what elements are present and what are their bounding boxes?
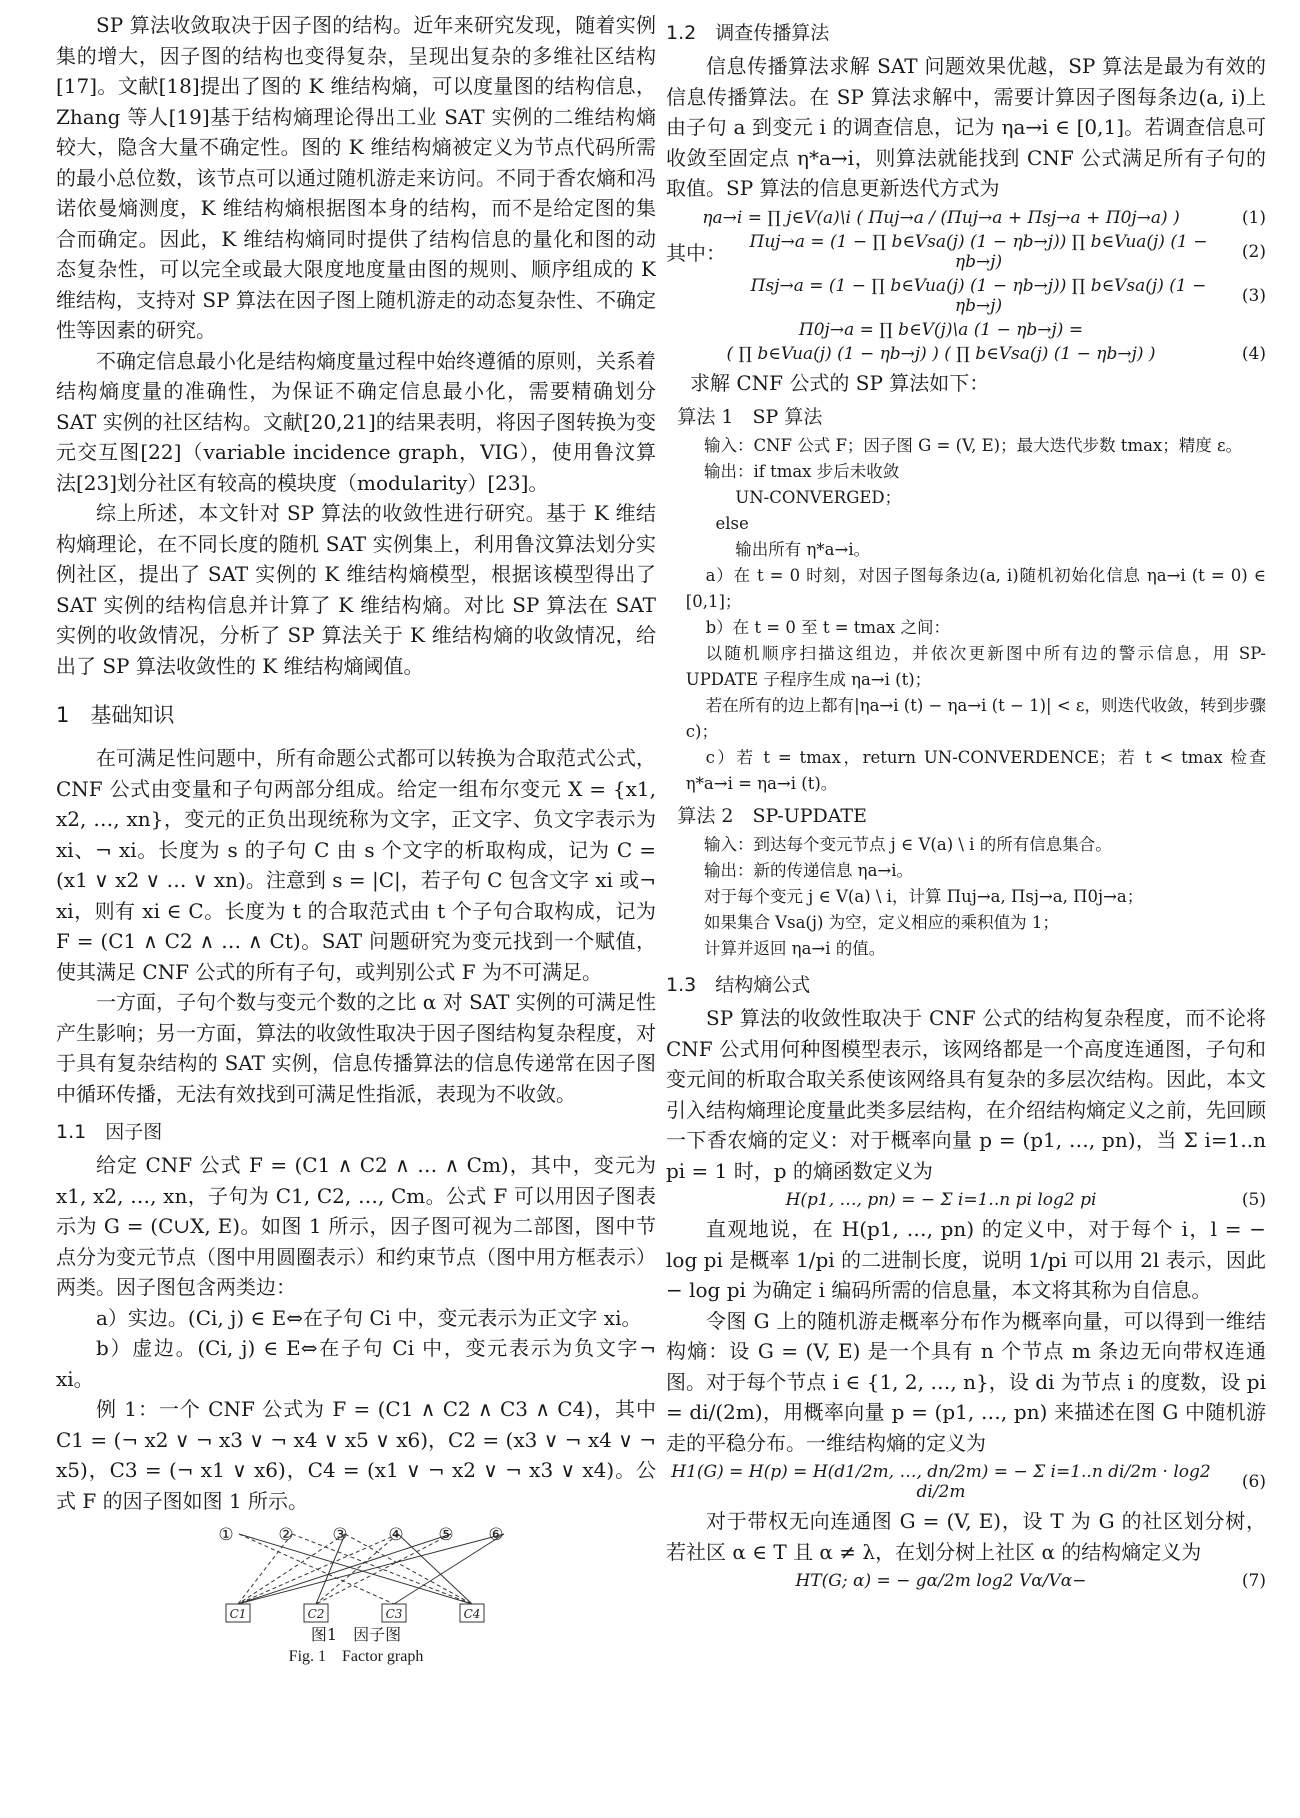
equation-body: H(p1, …, pn) = − Σ i=1..n pi log2 pi	[785, 1190, 1097, 1210]
equation-4a	[666, 320, 1266, 340]
equation-4	[666, 344, 1266, 364]
paragraph: 不确定信息最小化是结构熵度量过程中始终遵循的原则，关系着结构熵度量的准确性，为保证不确定信息最小化，需要精确划分 SAT 实例的社区结构。文献[20,21]的结果表明，将因子图转换为变元交互图[22]（variable incidence graph，VIG），使用鲁汶算法[23]划分社区有较高的模块度（modularity）[23]。	[56, 348, 656, 495]
paragraph: 信息传播算法求解 SAT 问题效果优越，SP 算法是最为有效的信息传播算法。在 SP 算法求解中，需要计算因子图每条边(a, i)上由子句 a 到变元 i 的调查信息，记为 ηa→i ∈ [0,1]。若调查信息可收敛至固定点 η*a→i，则算法就能找到 CNF 公式满足所有子句的取值。SP 算法的信息更新迭代方式为	[666, 54, 1266, 200]
algo-line: a）在 t = 0 时刻，对因子图每条边(a, i)随机初始化信息 ηa→i (t = 0) ∈ [0,1]；	[685, 566, 1266, 611]
equation-lead: 其中：	[666, 241, 726, 265]
algorithm-2	[666, 832, 1266, 962]
clause-node-c1: C1	[229, 1607, 247, 1621]
paragraph: 给定 CNF 公式 F = (C1 ∧ C2 ∧ … ∧ Cm)，其中，变元为 x1, x2, …, xn，子句为 C1, C2, …, Cm。公式 F 可以用因子图表示为 G = (C∪X, E)。如图 1 所示，因子图可视为二部图，图中节点分为变元节点（图中用圆圈表示）和约束节点（图中用方框表示）两类。因子图包含两类边：	[56, 1153, 656, 1299]
right-column	[666, 10, 1266, 1810]
paragraph: a）实边。(Ci, j) ∈ E⇔在子句 Ci 中，变元表示为正文字 xi。	[96, 1305, 642, 1330]
figure-caption-en: Fig. 1 Factor graph	[288, 1648, 424, 1665]
factor-graph-figure	[166, 1524, 546, 1668]
var-node-6: ⑥	[488, 1525, 504, 1545]
paragraph: 直观地说，在 H(p1, …, pn) 的定义中，对于每个 i，l = − log pi 是概率 1/pi 的二进制长度，说明 1/pi 可以用 2l 表示，因此 − log pi 为确定 i 编码所需的信息量，本文将其称为自信息。	[666, 1217, 1266, 1302]
var-node-5: ⑤	[438, 1525, 454, 1545]
equation-number: (2)	[1241, 241, 1266, 262]
var-node-2: ②	[278, 1525, 294, 1545]
algo-line: c）若 t = tmax，return UN-CONVERDENCE；若 t < tmax 检查 η*a→i = ηa→i (t)。	[685, 748, 1266, 793]
paragraph: 一方面，子句个数与变元个数的之比 α 对 SAT 实例的可满足性产生影响；另一方面，算法的收敛性取决于因子图结构复杂程度，对于具有复杂结构的 SAT 实例，信息传播算法的信息传递常在因子图中循环传播，无法有效找到可满足性指派，表现为不收敛。	[56, 990, 656, 1106]
clause-node-c4: C4	[463, 1607, 481, 1621]
paragraph: SP 算法的收敛性取决于 CNF 公式的结构复杂程度，而不论将 CNF 公式用何种图模型表示，该网络都是一个高度连通图，子句和变元间的析取合取关系使该网络具有复杂的多层次结构。因此，本文引入结构熵理论度量此类多层结构，在介绍结构熵定义之前，先回顾一下香农熵的定义：对于概率向量 p = (p1, …, pn)，当 Σ i=1..n pi = 1 时，p 的熵函数定义为	[666, 1006, 1266, 1183]
algo-line: 输出：if tmax 步后未收敛	[703, 462, 900, 481]
section-heading: 1 基础知识	[56, 703, 175, 727]
equation-number: (7)	[1241, 1571, 1266, 1591]
equation-body: Πsj→a = (1 − ∏ b∈Vua(j) (1 − ηb→j)) ∏ b∈Vsa(j) (1 − ηb→j)	[750, 275, 1207, 316]
algo-line: 如果集合 Vsa(j) 为空，定义相应的乘积值为 1；	[703, 913, 1059, 932]
equation-number: (5)	[1241, 1190, 1266, 1210]
algo-line: b）在 t = 0 至 t = tmax 之间：	[705, 618, 950, 637]
equation-2	[666, 232, 1266, 272]
factor-graph	[206, 1524, 506, 1624]
algo-line: else	[715, 514, 749, 533]
subsection-heading: 1.1 因子图	[56, 1121, 163, 1143]
clause-node-c2: C2	[307, 1607, 325, 1621]
left-column	[56, 10, 656, 1810]
algo-line: 输入：CNF 公式 F；因子图 G = (V, E)；最大迭代步数 tmax；精度 ε。	[703, 436, 1243, 455]
equation-1	[666, 208, 1266, 228]
equation-5	[666, 1190, 1266, 1210]
equation-number: (1)	[1241, 207, 1266, 228]
var-node-1: ①	[218, 1525, 234, 1545]
algo-line: 以随机顺序扫描这组边，并依次更新图中所有边的警示信息，用 SP-UPDATE 子程序生成 ηa→i (t)；	[685, 644, 1266, 689]
equation-body: Π0j→a = ∏ b∈V(j)\a (1 − ηb→j) =	[798, 319, 1084, 340]
equation-body: H1(G) = H(p) = H(d1/2m, …, dn/2m) = − Σ i=1..n di/2m · log2 di/2m	[671, 1462, 1211, 1502]
paragraph: 在可满足性问题中，所有命题公式都可以转换为合取范式公式，CNF 公式由变量和子句两部分组成。给定一组布尔变元 X = {x1, x2, …, xn}，变元的正负出现统称为文字，正文字、负文字表示为 xi、¬ xi。长度为 s 的子句 C 由 s 个文字的析取构成，记为 C = (x1 ∨ x2 ∨ … ∨ xn)。注意到 s = |C|，若子句 C 包含文字 xi 或¬ xi，则有 xi ∈ C。长度为 t 的合取范式由 t 个子句合取构成，记为 F = (C1 ∧ C2 ∧ … ∧ Ct)。SAT 问题研究为变元找到一个赋值，使其满足 CNF 公式的所有子句，或判别公式 F 为不可满足。	[56, 746, 656, 984]
paragraph: 令图 G 上的随机游走概率分布作为概率向量，可以得到一维结构熵：设 G = (V, E) 是一个具有 n 个节点 m 条边无向带权连通图。对于每个节点 i ∈ {1, 2, …, n}，设 di 为节点 i 的度数，设 pi = di/(2m)，用概率向量 p = (p1, …, pn) 来描述在图 G 中随机游走的平稳分布。一维结构熵的定义为	[666, 1308, 1266, 1455]
equation-7	[666, 1571, 1266, 1591]
algo-line: 计算并返回 ηa→i 的值。	[703, 939, 886, 958]
equation-body: ηa→i = ∏ j∈V(a)\i ( Πuj→a / (Πuj→a + Πsj→a + Π0j→a) )	[702, 207, 1180, 228]
algorithm-title: 算法 2 SP-UPDATE	[677, 805, 867, 827]
equation-number: (3)	[1241, 285, 1266, 306]
equation-3	[666, 276, 1266, 316]
equation-number: (4)	[1241, 343, 1266, 364]
var-node-3: ③	[332, 1525, 348, 1545]
algo-line: 对于每个变元 j ∈ V(a) \ i，计算 Πuj→a, Πsj→a, Π0j→a；	[703, 887, 1144, 906]
algorithm-1	[666, 433, 1266, 797]
subsection-heading: 1.3 结构熵公式	[666, 974, 811, 996]
equation-6	[666, 1462, 1266, 1502]
figure-caption: 图1 因子图	[310, 1625, 402, 1644]
algo-line: UN-CONVERGED；	[735, 488, 902, 507]
algo-line: 输入：到达每个变元节点 j ∈ V(a) \ i 的所有信息集合。	[703, 835, 1112, 854]
algo-line: 输出所有 η*a→i。	[735, 540, 871, 559]
paragraph: b）虚边。(Ci, j) ∈ E⇔在子句 Ci 中，变元表示为负文字¬ xi。	[56, 1336, 656, 1391]
equation-number: (6)	[1241, 1472, 1266, 1492]
paragraph: SP 算法收敛取决于因子图的结构。近年来研究发现，随着实例集的增大，因子图的结构也变得复杂，呈现出复杂的多维社区结构[17]。文献[18]提出了图的 K 维结构熵，可以度量图的结构信息，Zhang 等人[19]基于结构熵理论得出工业 SAT 实例的二维结构熵较大，隐含大量不确定性。图的 K 维结构熵被定义为节点代码所需的最小总位数，该节点可以通过随机游走来访问。不同于香农熵和冯诺依曼熵测度，K 维结构熵根据图本身的结构，而不是给定图的集合而确定。因此，K 维结构熵同时提供了结构信息的量化和图的动态复杂性，可以完全或最大限度地度量由图的规则、顺序组成的 K 维结构，支持对 SP 算法在因子图上随机游走的动态复杂性、不确定性等因素的研究。	[56, 13, 656, 342]
equation-body: ( ∏ b∈Vua(j) (1 − ηb→j) ) ( ∏ b∈Vsa(j) (1 − ηb→j) )	[726, 343, 1156, 364]
paragraph: 对于带权无向连通图 G = (V, E)，设 T 为 G 的社区划分树，若社区 α ∈ T 且 α ≠ λ，在划分树上社区 α 的结构熵定义为	[666, 1509, 1266, 1564]
equation-body: HT(G; α) = − gα/2m log2 Vα/Vα−	[795, 1571, 1087, 1591]
algo-line: 若在所有的边上都有|ηa→i (t) − ηa→i (t − 1)| < ε，则迭代收敛，转到步骤 c)；	[685, 696, 1266, 741]
subsection-heading: 1.2 调查传播算法	[666, 22, 830, 44]
algo-line: 输出：新的传递信息 ηa→i。	[703, 861, 914, 880]
equation-body: Πuj→a = (1 − ∏ b∈Vsa(j) (1 − ηb→j)) ∏ b∈Vua(j) (1 − ηb→j)	[749, 231, 1208, 272]
paragraph: 求解 CNF 公式的 SP 算法如下：	[690, 370, 990, 395]
paragraph: 综上所述，本文针对 SP 算法的收敛性进行研究。基于 K 维结构熵理论，在不同长度的随机 SAT 实例集上，利用鲁汶算法划分实例社区，提出了 SAT 实例的 K 维结构熵模型，根据该模型得出了 SAT 实例的结构信息并计算了 K 维结构熵。对比 SP 算法在 SAT 实例的收敛情况，分析了 SP 算法关于 K 维结构熵的收敛情况，给出了 SP 算法收敛性的 K 维结构熵阈值。	[56, 501, 656, 678]
clause-node-c3: C3	[385, 1607, 403, 1621]
var-node-4: ④	[388, 1525, 404, 1545]
paragraph: 例 1：一个 CNF 公式为 F = (C1 ∧ C2 ∧ C3 ∧ C4)，其中 C1 = (¬ x2 ∨ ¬ x3 ∨ ¬ x4 ∨ x5 ∨ x6)，C2 = (x3 ∨ ¬ x4 ∨ ¬ x5)，C3 = (¬ x1 ∨ x6)，C4 = (x1 ∨ ¬ x2 ∨ ¬ x3 ∨ x4)。公式 F 的因子图如图 1 所示。	[56, 1397, 656, 1513]
algorithm-title: 算法 1 SP 算法	[677, 406, 823, 428]
